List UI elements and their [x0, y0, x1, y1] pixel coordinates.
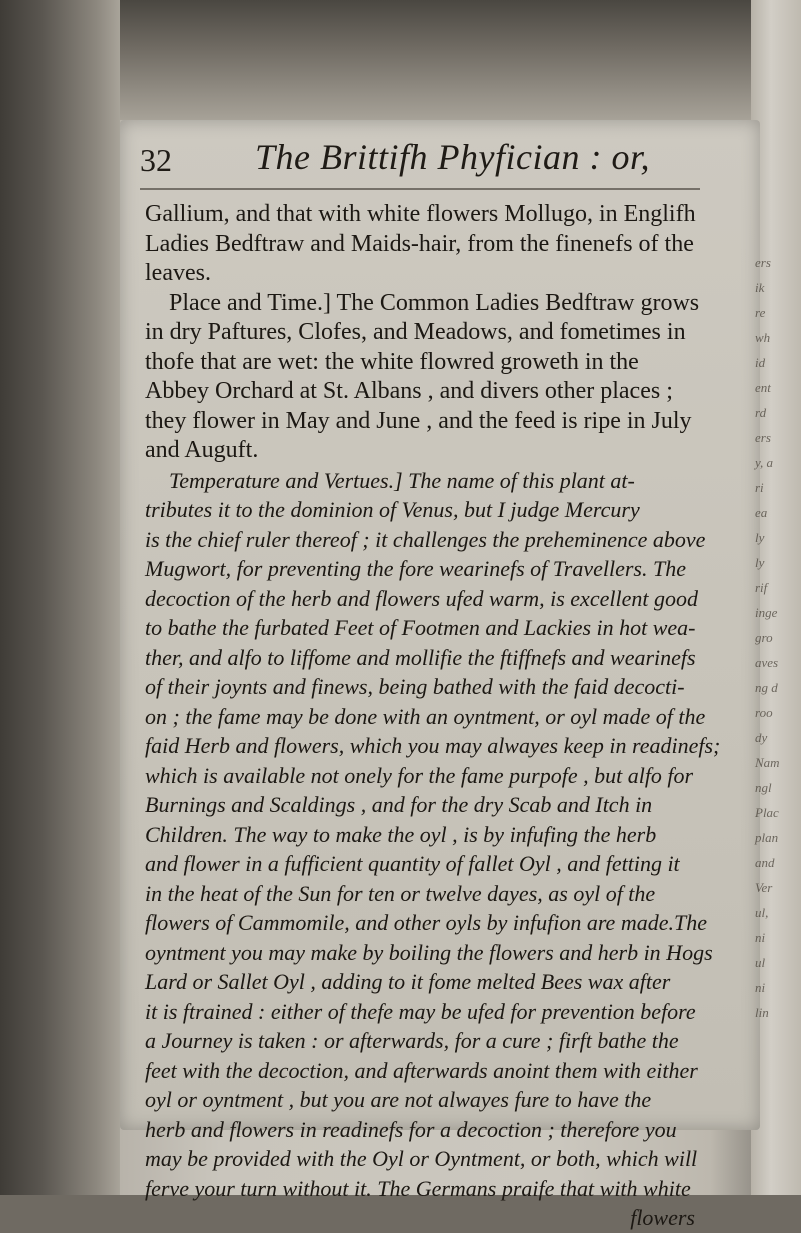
facing-page-bleed [755, 250, 797, 1020]
bleed-fragment: wh [755, 330, 771, 345]
text-line: may be provided with the Oyl or Oyntment, or both, which will [145, 1146, 698, 1171]
bleed-fragment: inge [755, 605, 778, 620]
bleed-fragment: ly [755, 530, 765, 545]
bleed-fragment: Nam [755, 755, 780, 770]
bleed-fragment: ik [755, 280, 765, 295]
text-line: is the chief ruler thereof ; it challenges the preheminence above [145, 526, 706, 552]
text-line: a Journey is taken : or afterwards, for a cure ; firft bathe the [145, 1028, 679, 1053]
bleed-fragment: gro [755, 630, 773, 645]
bleed-fragment: ngl [755, 780, 772, 795]
text-line: ther, and alfo to liffome and mollifie the ftiffnefs and wearinefs [145, 644, 696, 670]
bleed-fragment: ul [755, 955, 766, 970]
text-line: oyntment you may make by boiling the flowers and herb in Hogs [145, 939, 713, 965]
catchword: flowers [630, 1205, 695, 1230]
text-line: Ladies Bedftraw and Maids-hair, from the finenefs of the [145, 230, 694, 257]
bleed-fragment: dy [755, 730, 768, 745]
text-line: and flower in a fufficient quantity of fallet Oyl , and fetting it [145, 851, 680, 876]
body-text [145, 200, 755, 1233]
text-line: thofe that are wet: the white flowred groweth in the [145, 348, 639, 375]
text-line: feet with the decoction, and afterwards anoint them with either [145, 1057, 698, 1083]
text-line: they flower in May and June , and the feed is ripe in July [145, 407, 692, 434]
bleed-fragment: roo [755, 705, 773, 720]
running-head: The Brittifh Phyfician : or, [255, 137, 650, 177]
text-line: faid Herb and flowers, which you may alwayes keep in readinefs; [145, 733, 721, 758]
bleed-fragment: ri [755, 480, 764, 495]
bleed-fragment: ea [755, 505, 768, 520]
text-line: Gallium, and that with white flowers Mollugo, in Englifh [145, 201, 696, 227]
text-line: Abbey Orchard at St. Albans , and divers other places ; [145, 378, 673, 404]
bleed-fragment: Ver [755, 880, 773, 895]
bleed-fragment: ng d [755, 680, 778, 695]
text-line: ferve your turn without it. The Germans praife that with white [145, 1175, 691, 1201]
text-line: and Auguft. [145, 437, 259, 463]
bleed-fragment: ers [755, 430, 771, 445]
bleed-fragment: y, a [755, 455, 774, 470]
text-line: on ; the fame may be done with an oyntment, or oyl made of the [145, 703, 706, 729]
text-line: Mugwort, for preventing the fore wearinefs of Travellers. The [145, 556, 686, 581]
page-number: 32 [140, 142, 172, 178]
bleed-fragment: lin [755, 1005, 769, 1020]
bleed-fragment: plan [755, 830, 779, 845]
text-line: to bathe the furbated Feet of Footmen and Lackies in hot wea- [145, 615, 696, 640]
text-line: flowers of Cammomile, and other oyls by infufion are made.The [145, 910, 707, 935]
bleed-fragment: ul, [755, 905, 769, 920]
text-line: Lard or Sallet Oyl , adding to it fome melted Bees wax after [145, 969, 671, 994]
text-line: leaves. [145, 260, 211, 286]
bleed-fragment: rif [755, 580, 768, 595]
text-line: it is ftrained : either of thefe may be ufed for prevention before [145, 998, 696, 1024]
text-line: in the heat of the Sun for ten or twelve dayes, as oyl of the [145, 880, 656, 906]
text-line: Burnings and Scaldings , and for the dry Scab and Itch in [145, 792, 653, 817]
bleed-fragment: re [755, 305, 766, 320]
bleed-fragment: id [755, 355, 766, 370]
text-line: which is available not onely for the fame purpofe , but alfo for [145, 762, 694, 788]
bleed-fragment: ers [755, 255, 771, 270]
text-line: in dry Paftures, Clofes, and Meadows, and fometimes in [145, 319, 686, 345]
header-rule [140, 188, 700, 190]
bleed-fragment: and [755, 855, 775, 870]
bleed-fragment: ni [755, 930, 766, 945]
bleed-fragment: ent [755, 380, 771, 395]
bleed-fragment: ly [755, 555, 765, 570]
bleed-fragment: ni [755, 980, 766, 995]
book-gutter [0, 0, 120, 1195]
text-line: Temperature and Vertues.] The name of this plant at- [169, 467, 635, 493]
bleed-fragment: aves [755, 655, 779, 670]
text-line: tributes it to the dominion of Venus, but I judge Mercury [145, 497, 640, 522]
bleed-fragment: Plac [755, 805, 779, 820]
text-line: of their joynts and finews, being bathed with the faid decocti- [145, 674, 685, 699]
text-line: herb and flowers in readinefs for a decoction ; therefore you [145, 1116, 677, 1142]
text-line: oyl or oyntment , but you are not alwayes fure to have the [145, 1087, 652, 1112]
text-line: Children. The way to make the oyl , is by infufing the herb [145, 821, 657, 847]
bleed-fragment: rd [755, 405, 767, 420]
page-header [140, 137, 700, 182]
top-shadow [0, 0, 801, 120]
text-line: Place and Time.] The Common Ladies Bedftraw grows [169, 289, 700, 316]
text-line: decoction of the herb and flowers ufed warm, is excellent good [145, 585, 698, 611]
